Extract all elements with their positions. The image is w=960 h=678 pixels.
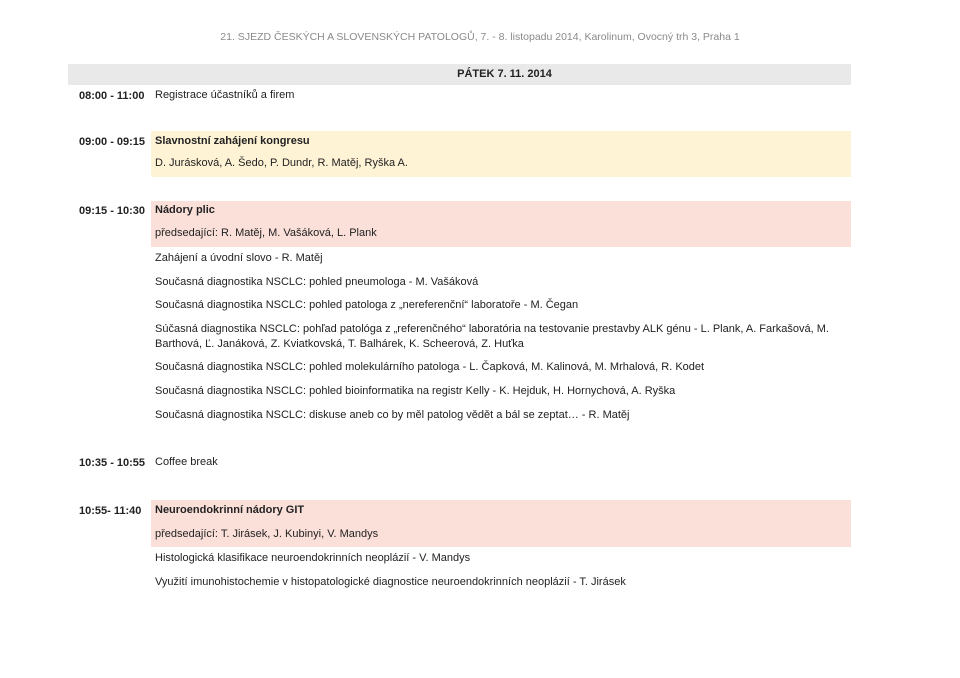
- talk-item: Současná diagnostika NSCLC: pohled bioinformatika na registr Kelly - K. Hejduk, H. Hornychová, A. Ryška: [155, 385, 676, 397]
- document-header: 21. SJEZD ČESKÝCH A SLOVENSKÝCH PATOLOGŮ, 7. - 8. listopadu 2014, Karolinum, Ovocný trh 3, Praha 1: [220, 31, 740, 43]
- session-line: D. Jurásková, A. Šedo, P. Dundr, R. Matěj, Ryška A.: [155, 157, 408, 169]
- session-title: Nádory plic: [155, 204, 215, 216]
- talk-item: Současná diagnostika NSCLC: diskuse aneb co by měl patolog vědět a bál se zeptat… - R. Matěj: [155, 409, 630, 421]
- session-title: Registrace účastníků a firem: [155, 89, 295, 101]
- talk-item: Současná diagnostika NSCLC: pohled pneumologa - M. Vašáková: [155, 276, 479, 288]
- session-time: 10:55- 11:40: [79, 505, 142, 517]
- talk-item: Súčasná diagnostika NSCLC: pohľad patológa z „referenčného“ laboratória na testovanie prestavby ALK génu - L. Plank, A. Farkašová, M. Barthová, Ľ. Janáková, Z. Kviatkovská, T. Balhárek, K. Scheerová, Z. Huťka: [155, 323, 829, 350]
- session-title: Slavnostní zahájení kongresu: [155, 135, 310, 147]
- talk-item: Histologická klasifikace neuroendokrinních neoplázií - V. Mandys: [155, 552, 471, 564]
- talk-item: Zahájení a úvodní slovo - R. Matěj: [155, 252, 323, 264]
- session-time: 09:00 - 09:15: [79, 136, 146, 148]
- session-time: 08:00 - 11:00: [79, 90, 145, 102]
- day-title: PÁTEK 7. 11. 2014: [457, 68, 552, 80]
- chairs-line: předsedající: R. Matěj, M. Vašáková, L. Plank: [155, 227, 377, 239]
- talk-item: Současná diagnostika NSCLC: pohled molekulárního patologa - L. Čapková, M. Kalinová, M. Mrhalová, R. Kodet: [155, 361, 705, 373]
- session-time: 09:15 - 10:30: [79, 205, 146, 217]
- session-title: Neuroendokrinní nádory GIT: [155, 504, 305, 516]
- talk-item: Využití imunohistochemie v histopatologické diagnostice neuroendokrinních neoplázií - T. Jirásek: [155, 576, 626, 588]
- session-title: Coffee break: [155, 456, 218, 468]
- session-time: 10:35 - 10:55: [79, 457, 146, 469]
- chairs-line: předsedající: T. Jirásek, J. Kubinyi, V. Mandys: [155, 528, 379, 540]
- talk-item: Současná diagnostika NSCLC: pohled patologa z „nereferenční“ laboratoře - M. Čegan: [155, 299, 579, 311]
